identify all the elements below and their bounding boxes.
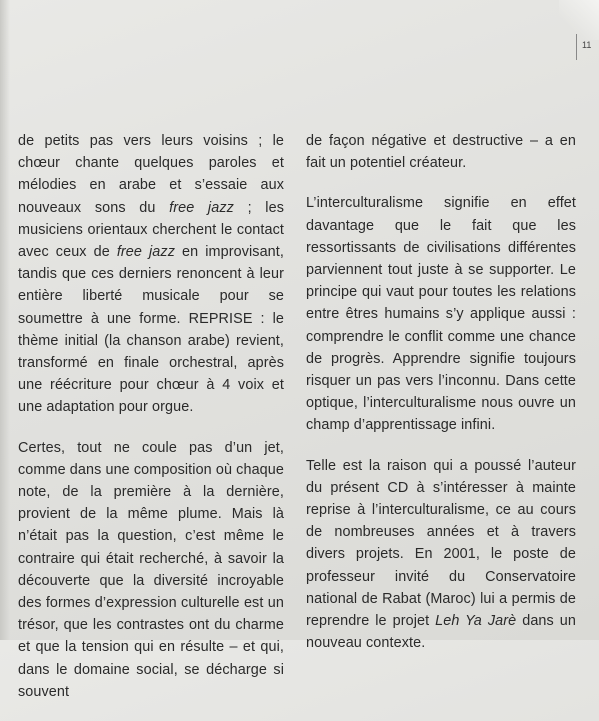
italic-text-run: Leh Ya Jarè <box>435 613 517 630</box>
italic-text-run: free jazz <box>116 244 175 261</box>
page-corner-highlight <box>559 0 599 40</box>
paragraph <box>306 192 576 436</box>
text-run: de petits pas vers leurs voisins ; le chœur chante quelques paroles et mélodies en arabe et s’essaie aux nouveaux sons du <box>18 133 284 216</box>
paragraph <box>18 130 284 419</box>
paragraph <box>18 437 284 703</box>
right-column <box>306 130 576 672</box>
text-run: dans un nouveau contexte. <box>306 613 576 652</box>
page-number: 11 <box>582 40 592 50</box>
paragraph <box>306 130 576 174</box>
text-run: en improvisant, tandis que ces derniers renoncent à leur entière liberté musicale pour se soumettre à une forme. REPRISE : le thème initial (la chanson arabe) revient, transformé en finale orchestral, après une réécriture pour chœur à 4 voix et une adaptation pour orgue. <box>18 244 284 416</box>
text-run: de façon négative et destructive – a en fait un potentiel créateur. <box>306 133 576 172</box>
left-column <box>18 130 284 721</box>
text-run: Telle est la raison qui a poussé l’auteur du présent CD à s’intéresser à mainte reprise à l’interculturalisme, ce au cours de nombreuses années et à travers divers projets. En 2001, le poste de professeur invité du Conservatoire national de Rabat (Maroc) lui a permis de reprendre le projet <box>306 457 576 630</box>
text-run: L’interculturalisme signifie en effet davantage que le fait que les ressortissants de civilisations différentes parviennent tout juste à se supporter. Le principe qui vaut pour toutes les relations entre êtres humains s’y applique aussi : comprendre le conflit comme une chance de progrès. Apprendre signifie toujours risquer un pas vers l’inconnu. Dans cette optique, l’interculturalisme nous ouvre un champ d’apprentissage infini. <box>306 195 576 434</box>
italic-text-run: free jazz <box>169 199 234 216</box>
text-run: Certes, tout ne coule pas d’un jet, comme dans une composition où chaque note, de la première à la dernière, provient de la même plume. Mais là n’était pas la question, c’est même le contraire qui était recherché, à savoir la découverte que la diversité incroyable des formes d’expression culturelle est un trésor, que les contrastes ont du charme et que la tension qui en résulte – et qui, dans le domaine social, se décharge si souvent <box>18 439 284 700</box>
page-number-rule <box>576 34 577 60</box>
text-run: ; les musiciens orientaux cherchent le contact avec ceux de <box>18 199 284 261</box>
page-edge-shadow <box>0 0 10 640</box>
paragraph <box>306 455 576 655</box>
